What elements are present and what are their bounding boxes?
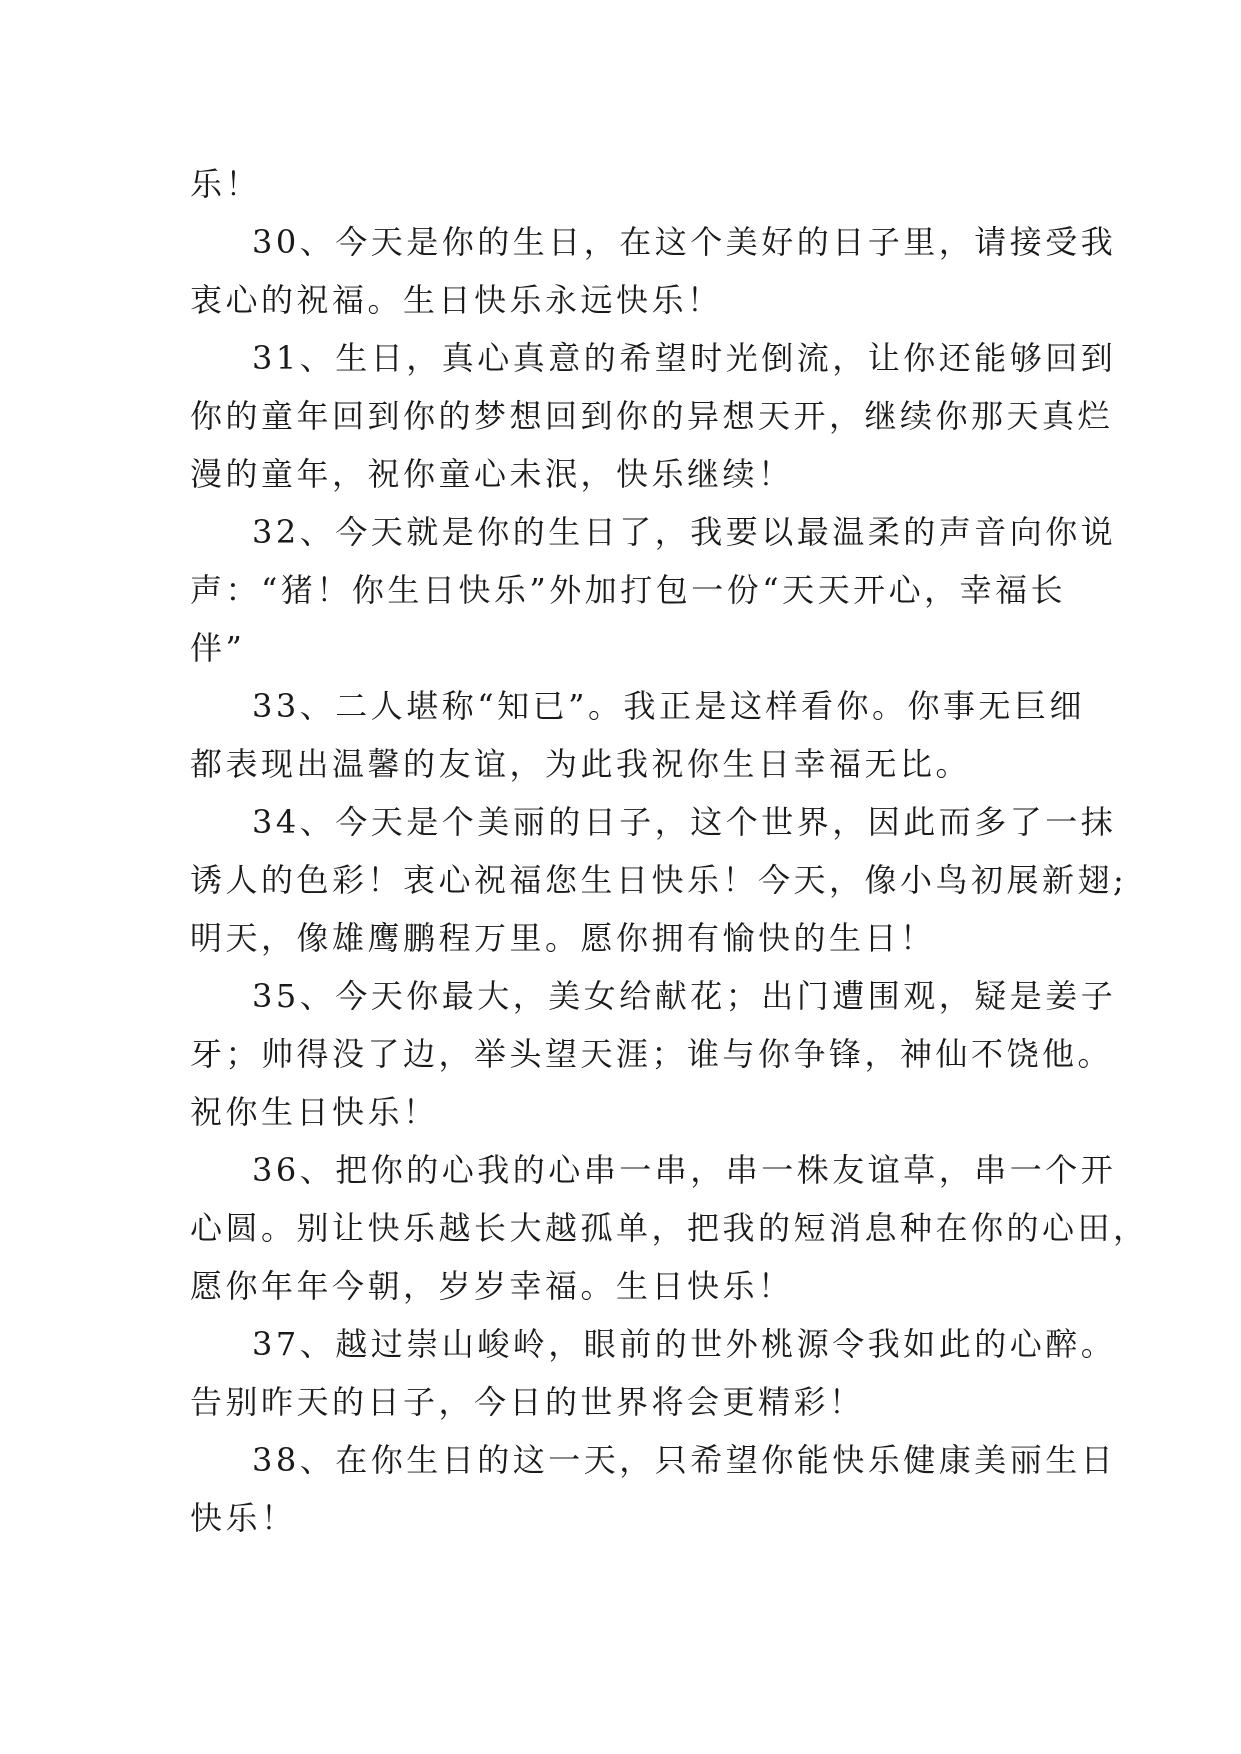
paragraph-line: 衷心的祝福。生日快乐永远快乐！ [190, 281, 723, 319]
paragraph-line: 伴” [190, 629, 246, 667]
paragraph-line: 你的童年回到你的梦想回到你的异想天开，继续你那天真烂 [190, 397, 1114, 435]
paragraph-line: 告别昨天的日子，今日的世界将会更精彩！ [190, 1383, 865, 1421]
paragraph-line: 乐！ [190, 165, 262, 203]
paragraph-line: 漫的童年，祝你童心未泯，快乐继续！ [190, 455, 794, 493]
paragraph-first-line: 38、在你生日的这一天，只希望你能快乐健康美丽生日 [252, 1441, 1117, 1479]
paragraph-first-line: 33、二人堪称“知已”。我正是这样看你。你事无巨细 [252, 687, 1085, 725]
paragraph-line: 诱人的色彩！衷心祝福您生日快乐！今天，像小鸟初展新翅; [190, 861, 1128, 899]
paragraph-first-line: 32、今天就是你的生日了，我要以最温柔的声音向你说 [252, 513, 1117, 551]
paragraph-line: 牙；帅得没了边，举头望天涯；谁与你争锋，神仙不饶他。 [190, 1035, 1114, 1073]
paragraph-first-line: 35、今天你最大，美女给献花；出门遭围观，疑是姜子 [252, 977, 1117, 1015]
paragraph-first-line: 37、越过崇山峻岭，眼前的世外桃源令我如此的心醉。 [252, 1325, 1117, 1363]
document-page [190, 155, 1149, 1547]
paragraph-first-line: 36、把你的心我的心串一串，串一株友谊草，串一个开 [252, 1151, 1117, 1189]
paragraph-line: 声：“猪！你生日快乐”外加打包一份“天天开心，幸福长 [190, 571, 1067, 609]
paragraph-line: 祝你生日快乐！ [190, 1093, 439, 1131]
paragraph-line: 明天，像雄鹰鹏程万里。愿你拥有愉快的生日！ [190, 919, 936, 957]
paragraph-first-line: 30、今天是你的生日，在这个美好的日子里，请接受我 [252, 223, 1117, 261]
paragraph-first-line: 34、今天是个美丽的日子，这个世界，因此而多了一抹 [252, 803, 1117, 841]
paragraph-line: 愿你年年今朝，岁岁幸福。生日快乐！ [190, 1267, 794, 1305]
paragraph-line: 快乐！ [190, 1499, 297, 1537]
paragraph-line: 心圆。别让快乐越长大越孤单，把我的短消息种在你的心田， [190, 1209, 1149, 1247]
paragraph-line: 都表现出温馨的友谊，为此我祝你生日幸福无比。 [190, 745, 972, 783]
paragraph-first-line: 31、生日，真心真意的希望时光倒流，让你还能够回到 [252, 339, 1117, 377]
